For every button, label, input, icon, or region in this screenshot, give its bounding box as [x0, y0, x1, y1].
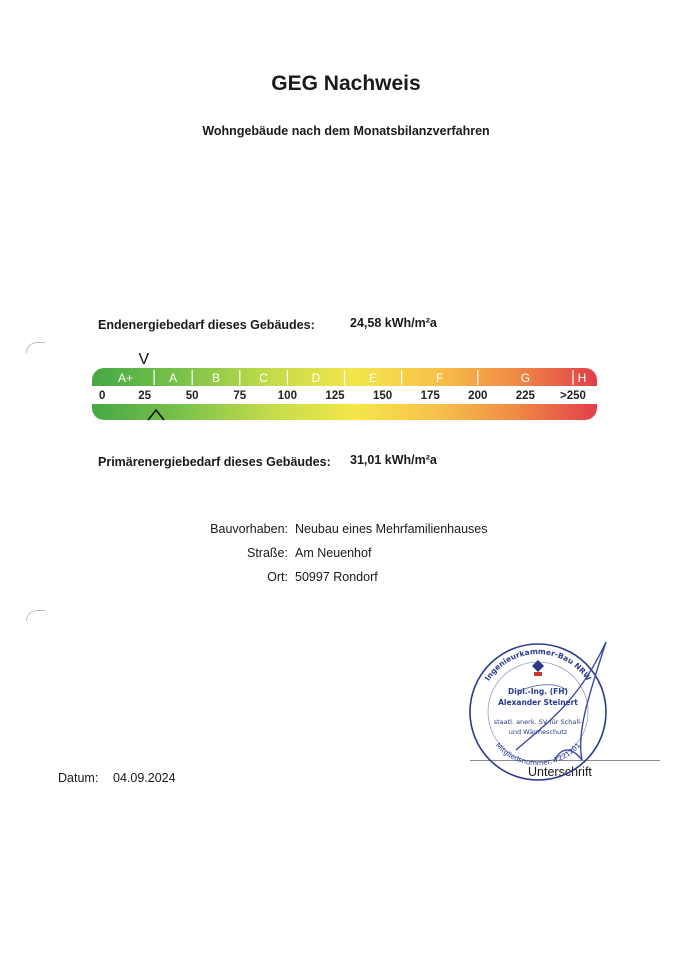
svg-text:Mitgliedsnummer: 7221201: Mitgliedsnummer: 7221201	[493, 741, 583, 768]
class-label: A+	[118, 371, 134, 385]
class-label: B	[211, 371, 220, 385]
stamp-graphic	[458, 632, 618, 792]
class-label: F	[436, 371, 444, 385]
tick-label: 75	[233, 390, 247, 402]
project-value: Neubau eines Mehrfamilienhauses	[295, 522, 488, 536]
class-label: A	[169, 371, 178, 385]
svg-text:Alexander Steinert: Alexander Steinert	[498, 698, 578, 707]
tick-label: 0	[99, 390, 106, 402]
tick-label: 150	[372, 390, 393, 402]
svg-text:Ingenieurkammer-Bau NRW: Ingenieurkammer-Bau NRW	[482, 646, 594, 683]
city-value: 50997 Rondorf	[295, 570, 378, 584]
tick-label: 200	[468, 390, 488, 402]
street-label: Straße:	[247, 546, 288, 560]
tick-label: 175	[420, 390, 440, 402]
date-label: Datum:	[58, 771, 99, 785]
class-label: H	[577, 371, 587, 385]
tick-label: 50	[185, 390, 199, 402]
class-label: E	[369, 371, 378, 385]
street-value: Am Neuenhof	[295, 546, 372, 560]
tick-label: 25	[138, 390, 151, 402]
class-label: G	[520, 371, 531, 385]
page-title: GEG Nachweis	[271, 72, 421, 95]
primary-energy-label: Primärenergiebedarf dieses Gebäudes:	[98, 455, 331, 469]
city-label: Ort:	[267, 570, 288, 584]
svg-text:staatl. anerk. SV für Schall-: staatl. anerk. SV für Schall-	[493, 718, 583, 726]
class-label: C	[259, 371, 268, 385]
tick-label: >250	[560, 390, 586, 402]
project-label: Bauvorhaben:	[210, 522, 288, 536]
class-label: D	[311, 371, 321, 385]
energy-scale-graphic	[92, 350, 602, 422]
scan-mark	[26, 342, 45, 353]
scan-mark	[26, 610, 45, 621]
svg-text:Dipl.-Ing. (FH): Dipl.-Ing. (FH)	[508, 687, 568, 696]
tick-label: 100	[277, 390, 297, 402]
end-energy-marker: V	[138, 351, 150, 368]
signature-label: Unterschrift	[528, 765, 592, 779]
end-energy-value: 24,58 kWh/m²a	[350, 316, 437, 330]
tick-label: 225	[515, 390, 535, 402]
svg-text:und Wärmeschutz: und Wärmeschutz	[508, 728, 568, 736]
date-value: 04.09.2024	[113, 771, 176, 785]
energy-scale	[92, 350, 602, 422]
page-subtitle: Wohngebäude nach dem Monatsbilanzverfahren	[202, 124, 490, 138]
official-stamp	[458, 632, 618, 792]
primary-energy-value: 31,01 kWh/m²a	[350, 453, 437, 467]
tick-label: 125	[325, 390, 345, 402]
end-energy-label: Endenergiebedarf dieses Gebäudes:	[98, 318, 315, 332]
